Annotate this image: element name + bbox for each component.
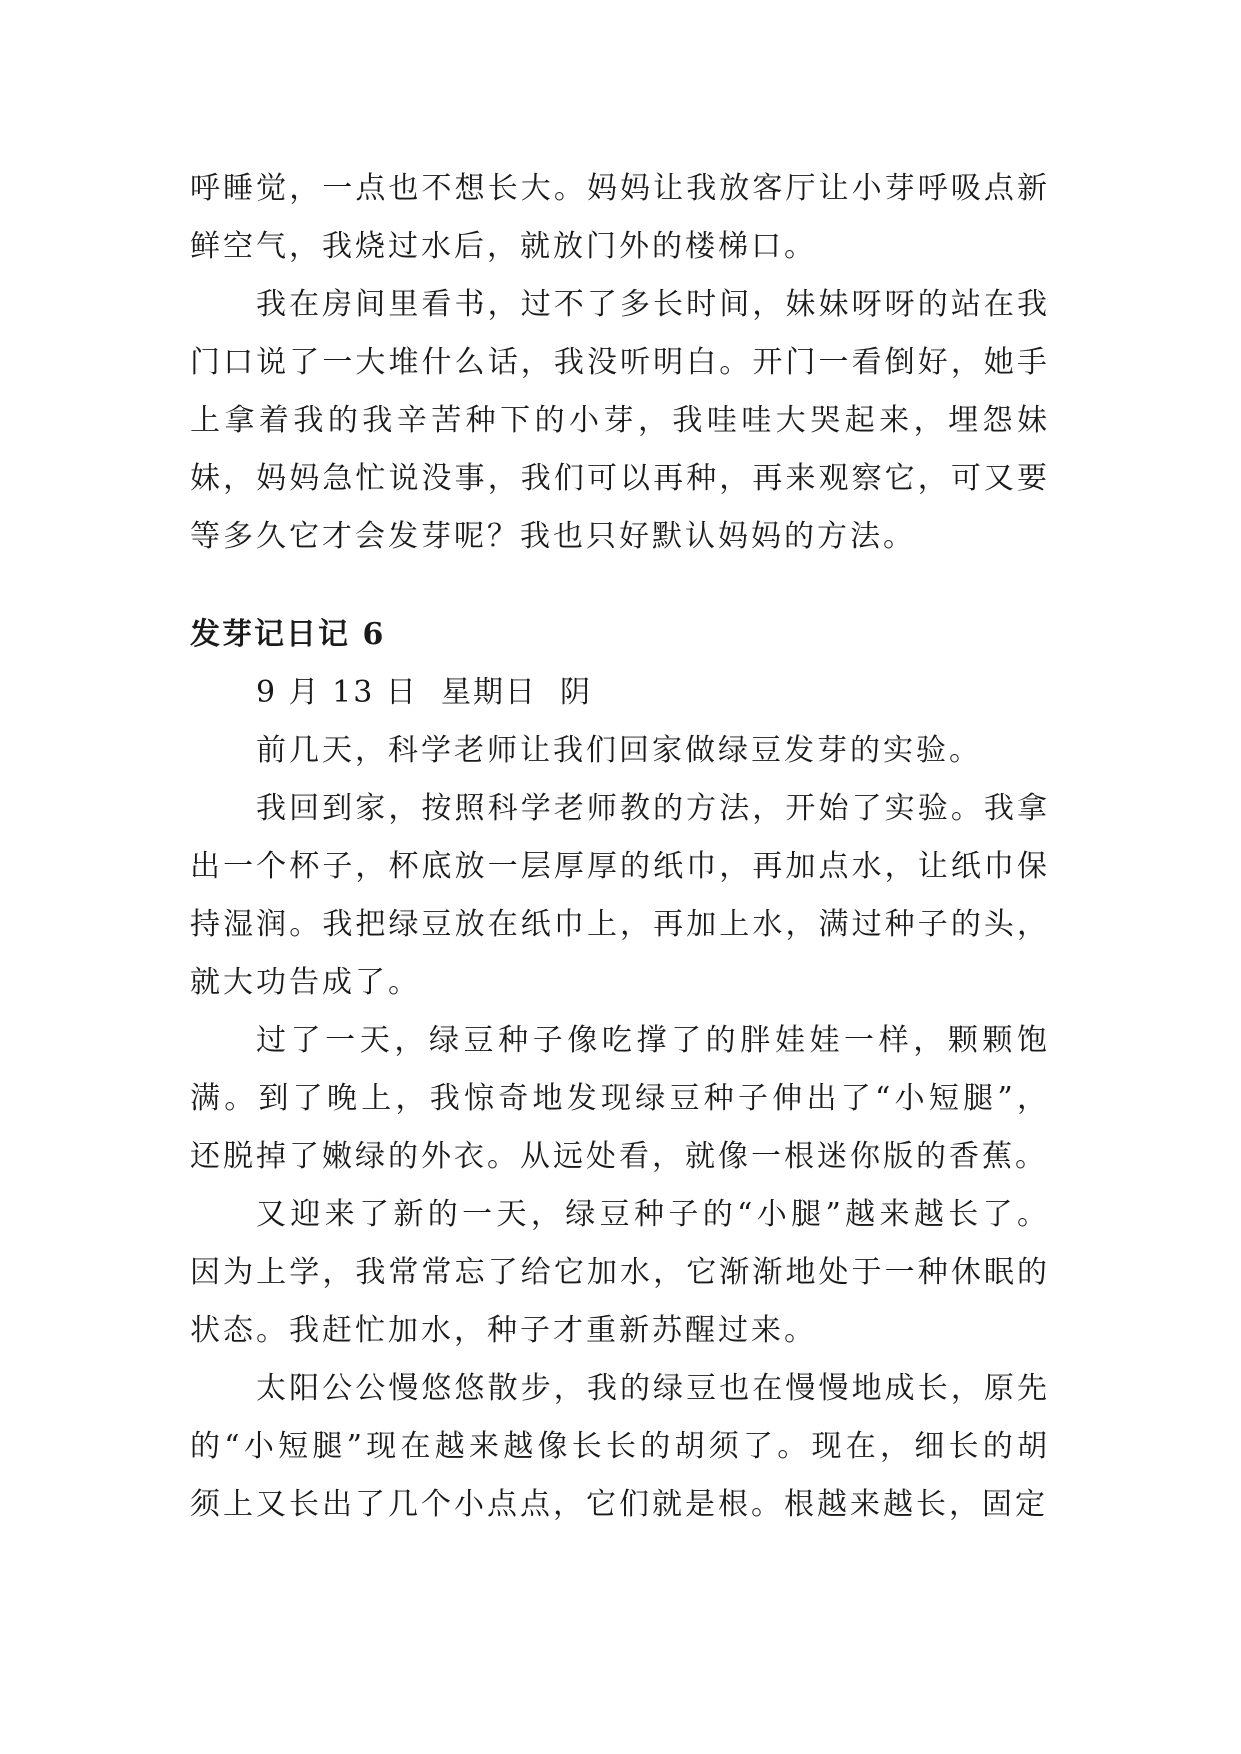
paragraph-new-day: 又迎来了新的一天，绿豆种子的“小腿”越来越长了。因为上学，我常常忘了给它加水，它渐渐地处于一种休眠的状态。我赶忙加水，种子才重新苏醒过来。 xyxy=(190,1197,1050,1348)
paragraph-experiment: 我回到家，按照科学老师教的方法，开始了实验。我拿出一个杯子，杯底放一层厚厚的纸巾，再加点水，让纸巾保持湿润。我把绿豆放在纸巾上，再加上水，满过种子的头，就大功告成了。 xyxy=(190,791,1050,1000)
paragraph-continued: 呼睡觉，一点也不想长大。妈妈让我放客厅让小芽呼吸点新鲜空气，我烧过水后，就放门外的楼梯口。 xyxy=(190,171,1050,264)
paragraph-day-one: 过了一天，绿豆种子像吃撑了的胖娃娃一样，颗颗饱满。到了晚上，我惊奇地发现绿豆种子伸出了“小短腿”，还脱掉了嫩绿的外衣。从远处看，就像一根迷你版的香蕉。 xyxy=(190,1023,1050,1174)
paragraph-sister: 我在房间里看书，过不了多长时间，妹妹呀呀的站在我门口说了一大堆什么话，我没听明白。开门一看倒好，她手上拿着我的我辛苦种下的小芽，我哇哇大哭起来，埋怨妹妹，妈妈急忙说没事，我们可以再种，再来观察它，可又要等多久它才会发芽呢？我也只好默认妈妈的方法。 xyxy=(190,287,1050,554)
section-title: 发芽记日记 6 xyxy=(190,617,386,652)
document-body xyxy=(190,160,1050,1534)
date-line: 9 月 13 日 星期日 阴 xyxy=(256,675,593,710)
paragraph-intro: 前几天，科学老师让我们回家做绿豆发芽的实验。 xyxy=(256,733,982,768)
paragraph-growth: 太阳公公慢悠悠散步，我的绿豆也在慢慢地成长，原先的“小短腿”现在越来越像长长的胡须了。现在，细长的胡须上又长出了几个小点点，它们就是根。根越来越长，固定 xyxy=(190,1371,1050,1522)
